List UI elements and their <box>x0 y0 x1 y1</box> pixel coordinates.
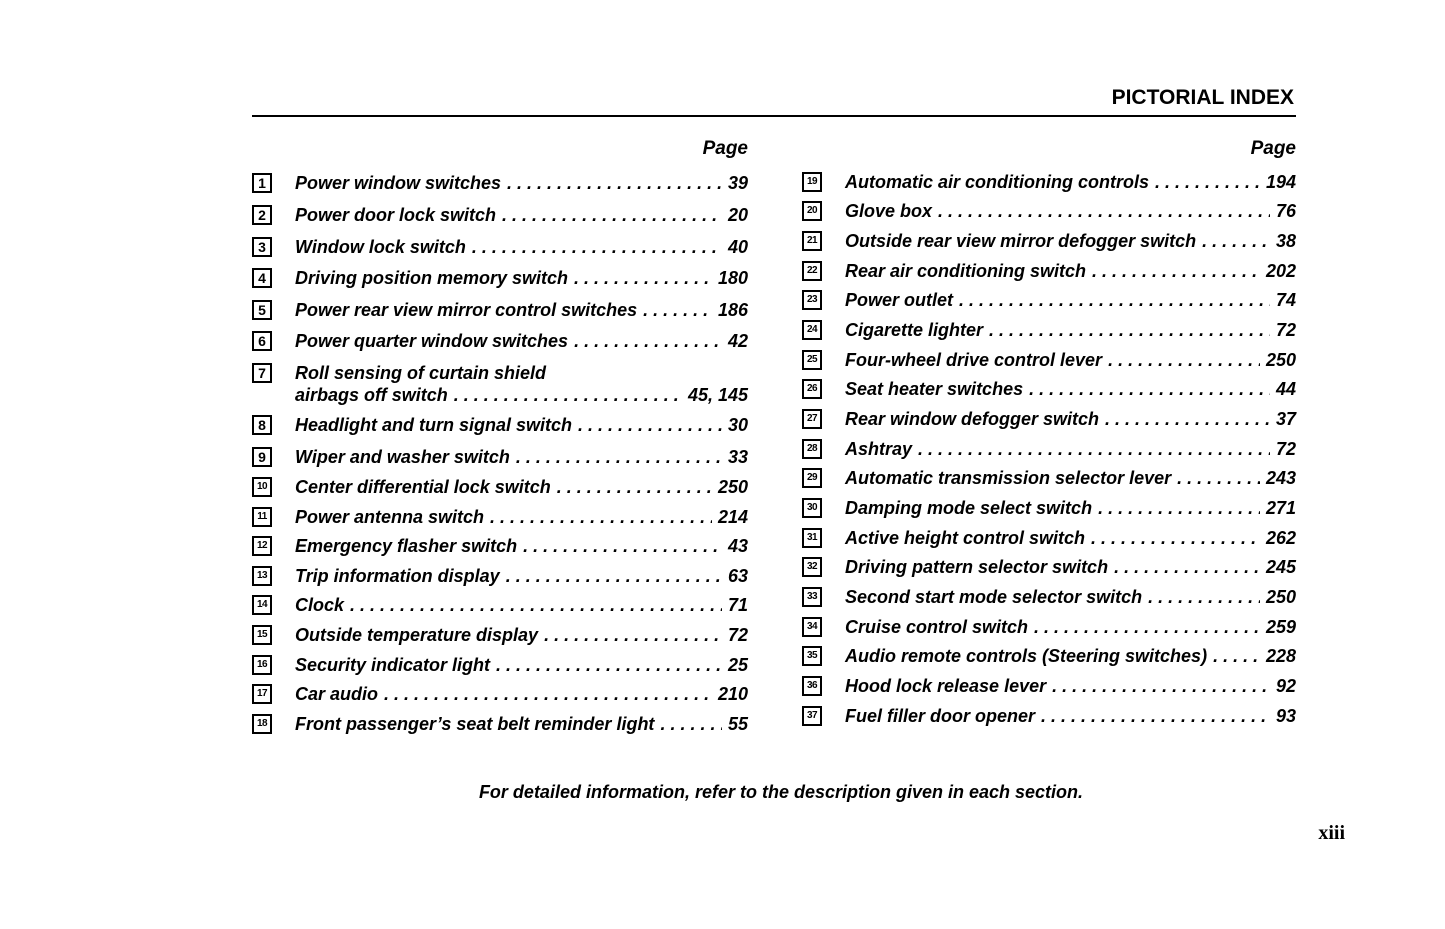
entry-label: Clock <box>295 595 345 615</box>
entry-label-line1: Roll sensing of curtain shield <box>295 363 547 383</box>
index-entry <box>802 200 1296 221</box>
index-entry <box>802 467 1296 488</box>
index-entry <box>252 565 748 586</box>
entry-page: 38 <box>1275 231 1296 251</box>
item-number-box: 6 <box>252 331 272 351</box>
entry-page: 92 <box>1275 676 1296 696</box>
entry-label: Wiper and washer switch <box>295 447 510 467</box>
leader-dots <box>989 319 1270 341</box>
leader-dots <box>496 654 722 676</box>
entry-label: Power quarter window switches <box>295 331 569 351</box>
entry-page: 250 <box>1265 587 1296 607</box>
entry-page: 72 <box>727 625 748 645</box>
leader-dots <box>660 713 722 735</box>
index-entry <box>802 527 1296 548</box>
item-number-box: 28 <box>802 439 822 459</box>
entry-page: 44 <box>1275 379 1296 399</box>
entry-page: 250 <box>1265 350 1296 370</box>
entry-page: 202 <box>1265 261 1296 281</box>
item-number-box: 8 <box>252 415 272 435</box>
leader-dots <box>643 299 712 321</box>
index-entry <box>252 172 748 193</box>
leader-dots <box>1091 527 1260 549</box>
leader-dots <box>506 565 722 587</box>
item-number-box: 29 <box>802 468 822 488</box>
entry-page: 259 <box>1265 617 1296 637</box>
leader-dots <box>1148 586 1260 608</box>
entry-page: 42 <box>727 331 748 351</box>
leader-dots <box>1108 349 1260 371</box>
entry-page: 30 <box>727 415 748 435</box>
entry-label: Seat heater switches <box>845 379 1024 399</box>
item-number-box: 5 <box>252 300 272 320</box>
leader-dots <box>1052 675 1270 697</box>
item-number-box: 2 <box>252 205 272 225</box>
entry-page: 180 <box>717 268 748 288</box>
entry-page: 250 <box>717 477 748 497</box>
index-entry <box>252 683 748 704</box>
entry-page: 33 <box>727 447 748 467</box>
entry-label: Cigarette lighter <box>845 320 984 340</box>
index-entry <box>252 330 748 351</box>
leader-dots <box>1155 171 1260 193</box>
index-entry <box>252 267 748 288</box>
leader-dots <box>516 446 722 468</box>
index-entry <box>802 616 1296 637</box>
leader-dots <box>472 236 722 258</box>
item-number-box: 14 <box>252 595 272 615</box>
entry-label: Cruise control switch <box>845 617 1029 637</box>
index-entry <box>802 556 1296 577</box>
entry-page: 243 <box>1265 468 1296 488</box>
item-number-box: 4 <box>252 268 272 288</box>
index-entry <box>802 586 1296 607</box>
index-entry <box>802 378 1296 399</box>
index-entry <box>252 446 748 467</box>
footer-note: For detailed information, refer to the description given in each section. <box>478 782 1084 802</box>
item-number-box: 13 <box>252 566 272 586</box>
entry-page: 214 <box>717 507 748 527</box>
leader-dots <box>507 172 722 194</box>
index-entry <box>802 438 1296 459</box>
item-number-box: 10 <box>252 477 272 497</box>
entry-page: 186 <box>717 300 748 320</box>
leader-dots <box>1213 645 1260 667</box>
item-number-box: 17 <box>252 684 272 704</box>
index-entry <box>802 408 1296 429</box>
item-number-box: 24 <box>802 320 822 340</box>
item-number-box: 11 <box>252 507 272 527</box>
index-entry <box>252 236 748 257</box>
index-entry <box>802 289 1296 310</box>
leader-dots <box>350 594 722 616</box>
entry-label: Automatic air conditioning controls <box>845 172 1150 192</box>
item-number-box: 1 <box>252 173 272 193</box>
item-number-box: 31 <box>802 528 822 548</box>
leader-dots <box>1098 497 1260 519</box>
leader-dots <box>1092 260 1260 282</box>
item-number-box: 12 <box>252 536 272 556</box>
entry-label: airbags off switch <box>295 385 448 405</box>
header-divider <box>252 115 1296 117</box>
item-number-box: 25 <box>802 350 822 370</box>
entry-page: 20 <box>727 205 748 225</box>
page-column-heading: Page <box>702 138 748 159</box>
item-number-box: 9 <box>252 447 272 467</box>
item-number-box: 21 <box>802 231 822 251</box>
entry-label: Hood lock release lever <box>845 676 1047 696</box>
entry-label: Power window switches <box>295 173 502 193</box>
item-number-box: 19 <box>802 172 822 192</box>
entry-page: 210 <box>717 684 748 704</box>
entry-label: Rear window defogger switch <box>845 409 1100 429</box>
entry-label: Front passenger’s seat belt reminder light <box>295 714 655 734</box>
entry-page: 228 <box>1265 646 1296 666</box>
index-entry <box>802 675 1296 696</box>
leader-dots <box>1114 556 1260 578</box>
item-number-box: 32 <box>802 557 822 577</box>
item-number-box: 20 <box>802 201 822 221</box>
entry-page: 25 <box>727 655 748 675</box>
item-number-box: 22 <box>802 261 822 281</box>
leader-dots <box>574 330 722 352</box>
leader-dots <box>1034 616 1260 638</box>
index-entry <box>252 204 748 225</box>
leader-dots <box>502 204 722 226</box>
entry-label: Four-wheel drive control lever <box>845 350 1103 370</box>
index-entry <box>252 506 748 527</box>
entry-page: 76 <box>1275 201 1296 221</box>
entry-page: 71 <box>727 595 748 615</box>
item-number-box: 23 <box>802 290 822 310</box>
entry-label: Center differential lock switch <box>295 477 551 497</box>
entry-label: Emergency flasher switch <box>295 536 518 556</box>
entry-label: Audio remote controls (Steering switches) <box>845 646 1208 666</box>
entry-page: 37 <box>1275 409 1296 429</box>
item-number-box: 33 <box>802 587 822 607</box>
index-entry <box>802 497 1296 518</box>
entry-label: Automatic transmission selector lever <box>845 468 1172 488</box>
entry-label: Car audio <box>295 684 379 704</box>
leader-dots <box>1029 378 1270 400</box>
entry-label: Trip information display <box>295 566 500 586</box>
entry-label: Headlight and turn signal switch <box>295 415 573 435</box>
leader-dots <box>523 535 722 557</box>
entry-page: 55 <box>727 714 748 734</box>
index-entry <box>252 535 748 556</box>
entry-page: 72 <box>1275 439 1296 459</box>
index-entry <box>252 476 748 497</box>
entry-page: 93 <box>1275 706 1296 726</box>
item-number-box: 34 <box>802 617 822 637</box>
entry-label: Active height control switch <box>845 528 1086 548</box>
leader-dots <box>918 438 1270 460</box>
leader-dots <box>1177 467 1260 489</box>
item-number-box: 7 <box>252 363 272 383</box>
entry-label: Power outlet <box>845 290 954 310</box>
entry-page: 72 <box>1275 320 1296 340</box>
index-entry <box>802 171 1296 192</box>
entry-label: Driving position memory switch <box>295 268 569 288</box>
index-entry <box>252 362 748 405</box>
leader-dots <box>938 200 1270 222</box>
item-number-box: 30 <box>802 498 822 518</box>
leader-dots <box>574 267 712 289</box>
leader-dots <box>578 414 722 436</box>
entry-page: 45, 145 <box>687 385 748 405</box>
index-entry <box>802 645 1296 666</box>
entry-label: Glove box <box>845 201 933 221</box>
item-number-box: 37 <box>802 706 822 726</box>
leader-dots <box>454 384 682 406</box>
item-number-box: 3 <box>252 237 272 257</box>
index-entry <box>252 299 748 320</box>
entry-label: Ashtray <box>845 439 913 459</box>
index-entry <box>252 713 748 734</box>
leader-dots <box>1041 705 1270 727</box>
page-number: xiii <box>1318 822 1345 844</box>
entry-label: Security indicator light <box>295 655 491 675</box>
leader-dots <box>384 683 712 705</box>
leader-dots <box>557 476 712 498</box>
leader-dots <box>1105 408 1270 430</box>
item-number-box: 26 <box>802 379 822 399</box>
entry-label: Damping mode select switch <box>845 498 1093 518</box>
leader-dots <box>1202 230 1270 252</box>
entry-page: 262 <box>1265 528 1296 548</box>
entry-page: 194 <box>1265 172 1296 192</box>
index-entry <box>252 624 748 645</box>
entry-label: Driving pattern selector switch <box>845 557 1109 577</box>
index-entry <box>802 260 1296 281</box>
leader-dots <box>959 289 1270 311</box>
item-number-box: 15 <box>252 625 272 645</box>
entry-page: 40 <box>727 237 748 257</box>
item-number-box: 36 <box>802 676 822 696</box>
page-title: PICTORIAL INDEX <box>1111 86 1294 109</box>
item-number-box: 16 <box>252 655 272 675</box>
entry-label: Power rear view mirror control switches <box>295 300 638 320</box>
index-entry <box>252 414 748 435</box>
entry-label: Window lock switch <box>295 237 466 257</box>
entry-label: Power antenna switch <box>295 507 485 527</box>
index-entry <box>252 594 748 615</box>
index-entry <box>802 705 1296 726</box>
entry-page: 74 <box>1275 290 1296 310</box>
entry-label: Second start mode selector switch <box>845 587 1143 607</box>
entry-label: Power door lock switch <box>295 205 497 225</box>
item-number-box: 35 <box>802 646 822 666</box>
index-entry <box>802 230 1296 251</box>
leader-dots <box>490 506 712 528</box>
entry-label: Outside rear view mirror defogger switch <box>845 231 1197 251</box>
leader-dots <box>544 624 722 646</box>
index-entry <box>802 319 1296 340</box>
entry-page: 271 <box>1265 498 1296 518</box>
entry-page: 39 <box>727 173 748 193</box>
item-number-box: 18 <box>252 714 272 734</box>
index-entry <box>802 349 1296 370</box>
index-entry <box>252 654 748 675</box>
entry-label: Outside temperature display <box>295 625 539 645</box>
entry-page: 43 <box>727 536 748 556</box>
item-number-box: 27 <box>802 409 822 429</box>
entry-page: 63 <box>727 566 748 586</box>
entry-label: Rear air conditioning switch <box>845 261 1087 281</box>
page-column-heading: Page <box>1250 138 1296 159</box>
entry-page: 245 <box>1265 557 1296 577</box>
entry-label: Fuel filler door opener <box>845 706 1036 726</box>
